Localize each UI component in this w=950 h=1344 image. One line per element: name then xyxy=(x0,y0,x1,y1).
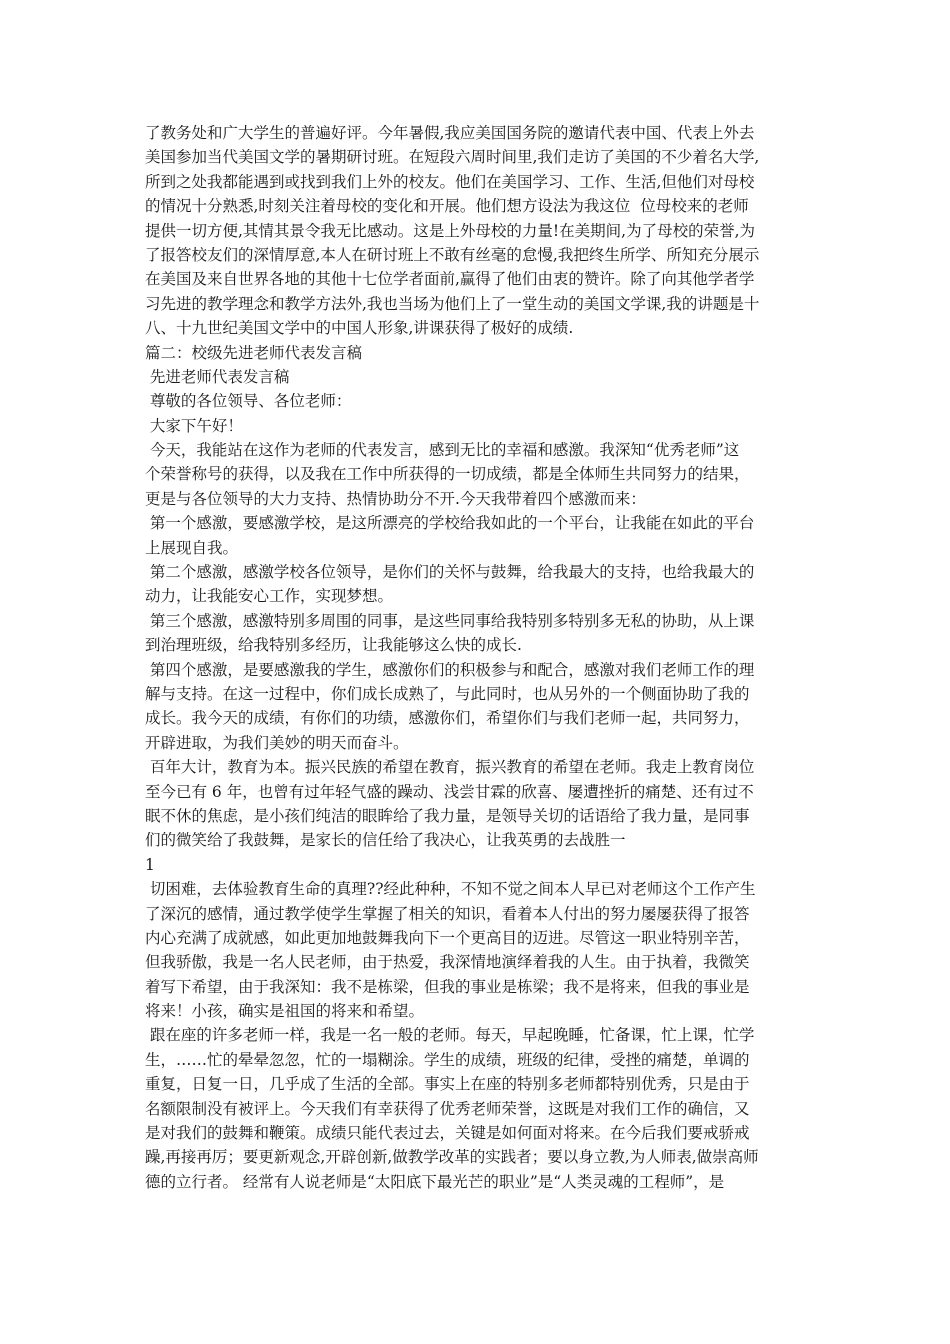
salutation: 尊敬的各位领导、各位老师： xyxy=(145,392,352,411)
speech-title: 先进老师代表发言稿 xyxy=(145,367,290,386)
text-line: 内心充满了成就感，如此更加地鼓舞我向下一个更高目的迈进。尽管这一职业特别辛苦， xyxy=(145,928,750,947)
text-line: 所到之处我都能遇到或找到我们上外的校友。他们在美国学习、工作、生活,但他们对母校 xyxy=(145,172,755,191)
text-line: 开辟进取，为我们美妙的明天而奋斗。 xyxy=(145,733,409,752)
text-line: 了报答校友们的深情厚意,本人在研讨班上不敢有丝毫的怠慢,我把终生所学、所知充分展示 xyxy=(145,245,760,264)
text-line: 到治理班级，给我特别多经历，让我能够这么快的成长. xyxy=(145,636,522,655)
text-line: 更是与各位领导的大力支持、热情协助分不开.今天我带着四个感激而来： xyxy=(145,489,646,508)
text-line: 德的立行者。 经常有人说老师是“太阳底下最光芒的职业”是“人类灵魂的工程师”，是 xyxy=(145,1172,725,1191)
text-line: 名额限制没有被评上。今天我们有幸获得了优秀老师荣誉，这既是对我们工作的确信，又 xyxy=(145,1099,750,1118)
text-line: 上展现自我。 xyxy=(145,538,239,557)
text-line: 动力，让我能安心工作，实现梦想。 xyxy=(145,587,394,606)
text-line: 第二个感激，感激学校各位领导，是你们的关怀与鼓舞，给我最大的支持，也给我最大的 xyxy=(145,563,755,582)
text-line: 了深沉的感情，通过教学使学生掌握了相关的知识，看着本人付出的努力屡屡获得了报答 xyxy=(145,904,750,923)
text-line: 躁,再接再厉；要更新观念,开辟创新,做教学改革的实践者；要以身立教,为人师表,做崇高师 xyxy=(145,1148,759,1167)
greeting: 大家下午好！ xyxy=(145,416,243,435)
text-line: 第三个感激，感激特别多周围的同事，是这些同事给我特别多特别多无私的协助，从上课 xyxy=(145,611,755,630)
text-line: 们的微笑给了我鼓舞，是家长的信任给了我决心，让我英勇的去战胜一 xyxy=(145,831,626,850)
text-line: 将来！小孩，确实是祖国的将来和希望。 xyxy=(145,1002,425,1021)
text-line: 解与支持。在这一过程中，你们成长成熟了，与此同时，也从另外的一个侧面协助了我的 xyxy=(145,684,750,703)
text-line: 成长。我今天的成绩，有你们的功绩，感激你们，希望你们与我们老师一起，共同努力， xyxy=(145,709,750,728)
section-heading: 篇二：校级先进老师代表发言稿 xyxy=(145,343,363,362)
text-line: 了教务处和广大学生的普遍好评。今年暑假,我应美国国务院的邀请代表中国、代表上外去 xyxy=(145,124,755,142)
text-line: 个荣誉称号的获得，以及我在工作中所获得的一切成绩，都是全体师生共同努力的结果， xyxy=(145,465,750,484)
text-line: 八、十九世纪美国文学中的中国人形象,讲课获得了极好的成绩. xyxy=(145,319,574,338)
text-line: 在美国及来自世界各地的其他十七位学者面前,赢得了他们由衷的赞许。除了向其他学者学 xyxy=(145,270,755,289)
text-line: 切困难，去体验教育生命的真理??经此种种，不知不觉之间本人早已对老师这个工作产生 xyxy=(145,880,756,899)
document-body xyxy=(145,121,815,1194)
text-line: 的情况十分熟悉,时刻关注着母校的变化和开展。他们想方设法为我这位 位母校来的老师 xyxy=(145,197,749,216)
text-line: 今天，我能站在这作为老师的代表发言，感到无比的幸福和感激。我深知“优秀老师”这 xyxy=(145,441,740,460)
text-line: 习先进的教学理念和教学方法外,我也当场为他们上了一堂生动的美国文学课,我的讲题是十 xyxy=(145,294,760,313)
text-line: 第四个感激，是要感激我的学生，感激你们的积极参与和配合，感激对我们老师工作的理 xyxy=(145,660,755,679)
text-line: 生，……忙的晕晕忽忽，忙的一塌糊涂。学生的成绩，班级的纪律，受挫的痛楚，单调的 xyxy=(145,1050,750,1069)
text-line: 跟在座的许多老师一样，我是一名一般的老师。每天，早起晚睡，忙备课，忙上课，忙学 xyxy=(145,1026,755,1045)
page-number: 1 xyxy=(145,855,155,874)
text-line: 提供一切方便,其情其景令我无比感动。这是上外母校的力量!在美期间,为了母校的荣誉,为 xyxy=(145,221,756,240)
text-line: 第一个感激，要感激学校，是这所漂亮的学校给我如此的一个平台，让我能在如此的平台 xyxy=(145,514,755,533)
text-line: 着写下希望，由于我深知：我不是栋梁，但我的事业是栋梁；我不是将来，但我的事业是 xyxy=(145,977,750,996)
text-line: 百年大计，教育为本。振兴民族的希望在教育，振兴教育的希望在老师。我走上教育岗位 xyxy=(145,758,755,777)
text-line: 眠不休的焦虑，是小孩们纯洁的眼眸给了我力量，是领导关切的话语给了我力量，是同事 xyxy=(145,806,750,825)
text-line: 但我骄傲，我是一名人民老师，由于热爱，我深情地演绎着我的人生。由于执着，我微笑 xyxy=(145,953,750,972)
text-line: 美国参加当代美国文学的暑期研讨班。在短段六周时间里,我们走访了美国的不少着名大学, xyxy=(145,148,760,167)
text-line: 至今已有 6 年，也曾有过年轻气盛的躁动、浅尝甘霖的欣喜、屡遭挫折的痛楚、还有过不 xyxy=(145,782,754,801)
text-line: 重复，日复一日，几乎成了生活的全部。事实上在座的特别多老师都特别优秀，只是由于 xyxy=(145,1075,750,1094)
text-line: 是对我们的鼓舞和鞭策。成绩只能代表过去，关键是如何面对将来。在今后我们要戒骄戒 xyxy=(145,1124,750,1143)
